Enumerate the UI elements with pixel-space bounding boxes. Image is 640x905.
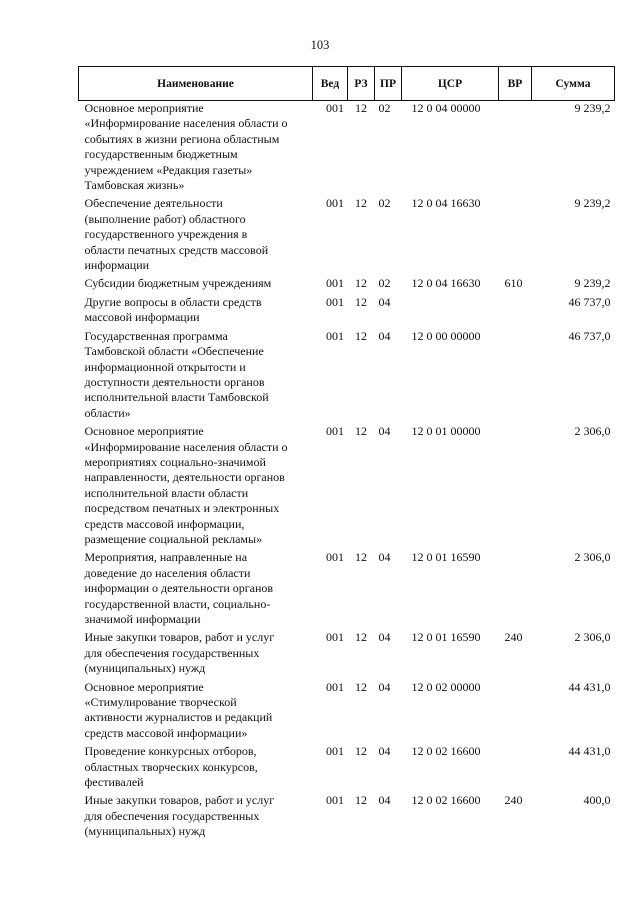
cell-name: [79, 424, 313, 550]
cell-name-line: информации о деятельности органов: [84, 581, 274, 596]
cell-name-line: Другие вопросы в области средств: [84, 294, 262, 309]
cell-pr: 04: [378, 630, 391, 645]
cell-sum: 2 306,0: [574, 550, 611, 565]
cell-name-line: исполнительной власти области: [84, 485, 249, 500]
cell-name-line: Иные закупки товаров, работ и услуг: [84, 630, 275, 645]
cell-name-line: посредством печатных и электронных: [84, 501, 280, 516]
cell-rz: 12: [355, 328, 367, 343]
cell-name-line: (муниципальных) нужд: [84, 824, 206, 839]
cell-name-line: государственного учреждения в: [84, 227, 248, 242]
cell-ved: 001: [326, 424, 344, 439]
cell-name: [79, 295, 313, 329]
table-row: [79, 196, 615, 276]
cell-pr: 04: [378, 294, 391, 309]
cell-sum: 44 431,0: [568, 679, 611, 694]
table-row: [79, 550, 615, 630]
cell-name-line: Субсидии бюджетным учреждениям: [84, 276, 272, 291]
budget-table: [78, 66, 615, 843]
table-row: [79, 680, 615, 745]
cell-vr: [499, 295, 532, 329]
cell-csr: 12 0 01 16590: [411, 550, 481, 565]
cell-rz: 12: [355, 793, 367, 808]
cell-name-line: (выполнение работ) областного: [84, 211, 246, 226]
cell-name-line: Тамбовская жизнь»: [84, 178, 185, 193]
cell-name-line: государственной власти, социально-: [84, 596, 271, 611]
cell-name-line: для обеспечения государственных: [84, 645, 260, 660]
header-pr: ПР: [375, 67, 402, 101]
cell-name-line: «Информирование населения области о: [84, 439, 288, 454]
cell-pr: 04: [378, 424, 391, 439]
cell-sum: 44 431,0: [568, 744, 611, 759]
cell-name-line: значимой информации: [84, 612, 201, 626]
cell-csr: 12 0 01 16590: [411, 630, 481, 645]
cell-name-line: Мероприятия, направленные на: [84, 550, 248, 565]
cell-name-line: областных творческих конкурсов,: [84, 759, 258, 774]
cell-sum: 9 239,2: [574, 196, 611, 211]
cell-vr: [499, 680, 532, 745]
cell-csr: 12 0 04 16630: [411, 196, 481, 211]
cell-name-line: фестивалей: [84, 775, 144, 790]
cell-pr: 04: [378, 744, 391, 759]
cell-name-line: информации: [84, 258, 150, 273]
table-header: [79, 67, 615, 101]
cell-sum: 2 306,0: [574, 630, 611, 645]
cell-name-line: Основное мероприятие: [84, 101, 204, 115]
cell-name-line: мероприятиях социально-значимой: [84, 454, 266, 469]
cell-name-line: Иные закупки товаров, работ и услуг: [84, 793, 275, 808]
cell-rz: 12: [355, 744, 367, 759]
table-row: [79, 101, 615, 197]
cell-ved: 001: [326, 744, 344, 759]
cell-vr: [499, 329, 532, 424]
cell-name-line: информационной открытости и: [84, 359, 246, 374]
cell-ved: 001: [326, 276, 344, 291]
cell-vr: [499, 744, 532, 793]
cell-ved: 001: [326, 294, 344, 309]
cell-name-line: направленности, деятельности органов: [84, 470, 285, 485]
cell-name-line: «Информирование населения области о: [84, 116, 288, 131]
cell-sum: 9 239,2: [574, 101, 611, 115]
cell-ved: 001: [326, 679, 344, 694]
cell-name-line: активности журналистов и редакций: [84, 710, 273, 725]
cell-rz: 12: [355, 101, 367, 115]
cell-pr: 04: [378, 328, 391, 343]
cell-name-line: массовой информации: [84, 310, 200, 325]
cell-vr: [499, 101, 532, 197]
cell-name-line: размещение социальной рекламы»: [84, 531, 263, 546]
table-row: [79, 630, 615, 679]
cell-csr: 12 0 04 16630: [411, 276, 481, 291]
cell-name-line: доступности деятельности органов: [84, 374, 265, 389]
cell-pr: 04: [378, 550, 391, 565]
cell-rz: 12: [355, 276, 367, 291]
cell-name: [79, 276, 313, 294]
cell-pr: 02: [378, 101, 391, 115]
table-row: [79, 793, 615, 842]
cell-name-line: средств массовой информации,: [84, 516, 245, 531]
cell-csr: 12 0 02 16600: [411, 793, 481, 808]
cell-ved: 001: [326, 630, 344, 645]
header-ved: Вед: [313, 67, 348, 101]
cell-name-line: событиях в жизни региона областным: [84, 131, 280, 146]
cell-rz: 12: [355, 630, 367, 645]
header-csr: ЦСР: [402, 67, 499, 101]
cell-ved: 001: [326, 550, 344, 565]
cell-name-line: Тамбовской области «Обеспечение: [84, 344, 264, 359]
table-row: [79, 295, 615, 329]
cell-csr: 12 0 04 00000: [411, 101, 481, 115]
table-body: [79, 101, 615, 843]
cell-pr: 02: [378, 276, 391, 291]
table-row: [79, 276, 615, 294]
cell-name-line: исполнительной власти Тамбовской: [84, 390, 269, 405]
cell-ved: 001: [326, 101, 344, 115]
cell-rz: 12: [355, 424, 367, 439]
cell-name-line: «Стимулирование творческой: [84, 695, 237, 710]
cell-ved: 001: [326, 328, 344, 343]
cell-sum: 2 306,0: [574, 424, 611, 439]
header-vr: ВР: [499, 67, 532, 101]
cell-vr: 240: [504, 793, 523, 808]
table-row: [79, 329, 615, 424]
cell-sum: 46 737,0: [568, 328, 611, 343]
cell-name-line: Основное мероприятие: [84, 679, 204, 694]
cell-csr: 12 0 02 00000: [411, 679, 481, 694]
cell-csr: 12 0 02 16600: [411, 744, 481, 759]
cell-pr: 04: [378, 679, 391, 694]
cell-sum: 400,0: [583, 793, 611, 808]
cell-name-line: Обеспечение деятельности: [84, 196, 223, 211]
cell-name-line: Государственная программа: [84, 328, 228, 343]
cell-name-line: средств массовой информации»: [84, 725, 248, 740]
cell-ved: 001: [326, 196, 344, 211]
cell-name-line: учреждением «Редакция газеты»: [84, 162, 253, 177]
cell-csr: 12 0 00 00000: [411, 328, 481, 343]
cell-name-line: (муниципальных) нужд: [84, 661, 206, 676]
cell-vr: [499, 196, 532, 276]
table-row: [79, 744, 615, 793]
cell-pr: 02: [378, 196, 391, 211]
cell-name: [79, 196, 313, 276]
header-name: Наименование: [79, 67, 313, 101]
cell-rz: 12: [355, 196, 367, 211]
cell-name-line: области печатных средств массовой: [84, 242, 269, 257]
cell-name-line: для обеспечения государственных: [84, 808, 260, 823]
table-row: [79, 424, 615, 550]
page-number: 103: [310, 38, 330, 52]
cell-rz: 12: [355, 550, 367, 565]
cell-vr: [499, 550, 532, 630]
cell-rz: 12: [355, 679, 367, 694]
cell-name-line: государственным бюджетным: [84, 147, 238, 162]
cell-name: [79, 550, 313, 630]
cell-name: [79, 101, 313, 197]
cell-name-line: области»: [84, 405, 131, 420]
header-sum: Сумма: [532, 67, 615, 101]
header-rz: РЗ: [348, 67, 375, 101]
cell-sum: 46 737,0: [568, 294, 611, 309]
cell-name: [79, 793, 313, 842]
cell-rz: 12: [355, 294, 367, 309]
cell-csr: [402, 295, 499, 329]
cell-name: [79, 329, 313, 424]
cell-name-line: Проведение конкурсных отборов,: [84, 744, 257, 759]
cell-name-line: Основное мероприятие: [84, 424, 204, 439]
cell-ved: 001: [326, 793, 344, 808]
cell-csr: 12 0 01 00000: [411, 424, 481, 439]
cell-name: [79, 744, 313, 793]
cell-vr: 610: [504, 276, 523, 291]
cell-pr: 04: [378, 793, 391, 808]
cell-name: [79, 630, 313, 679]
cell-name-line: доведение до населения области: [84, 565, 251, 580]
cell-name: [79, 680, 313, 745]
cell-vr: [499, 424, 532, 550]
cell-sum: 9 239,2: [574, 276, 611, 291]
cell-vr: 240: [504, 630, 523, 645]
